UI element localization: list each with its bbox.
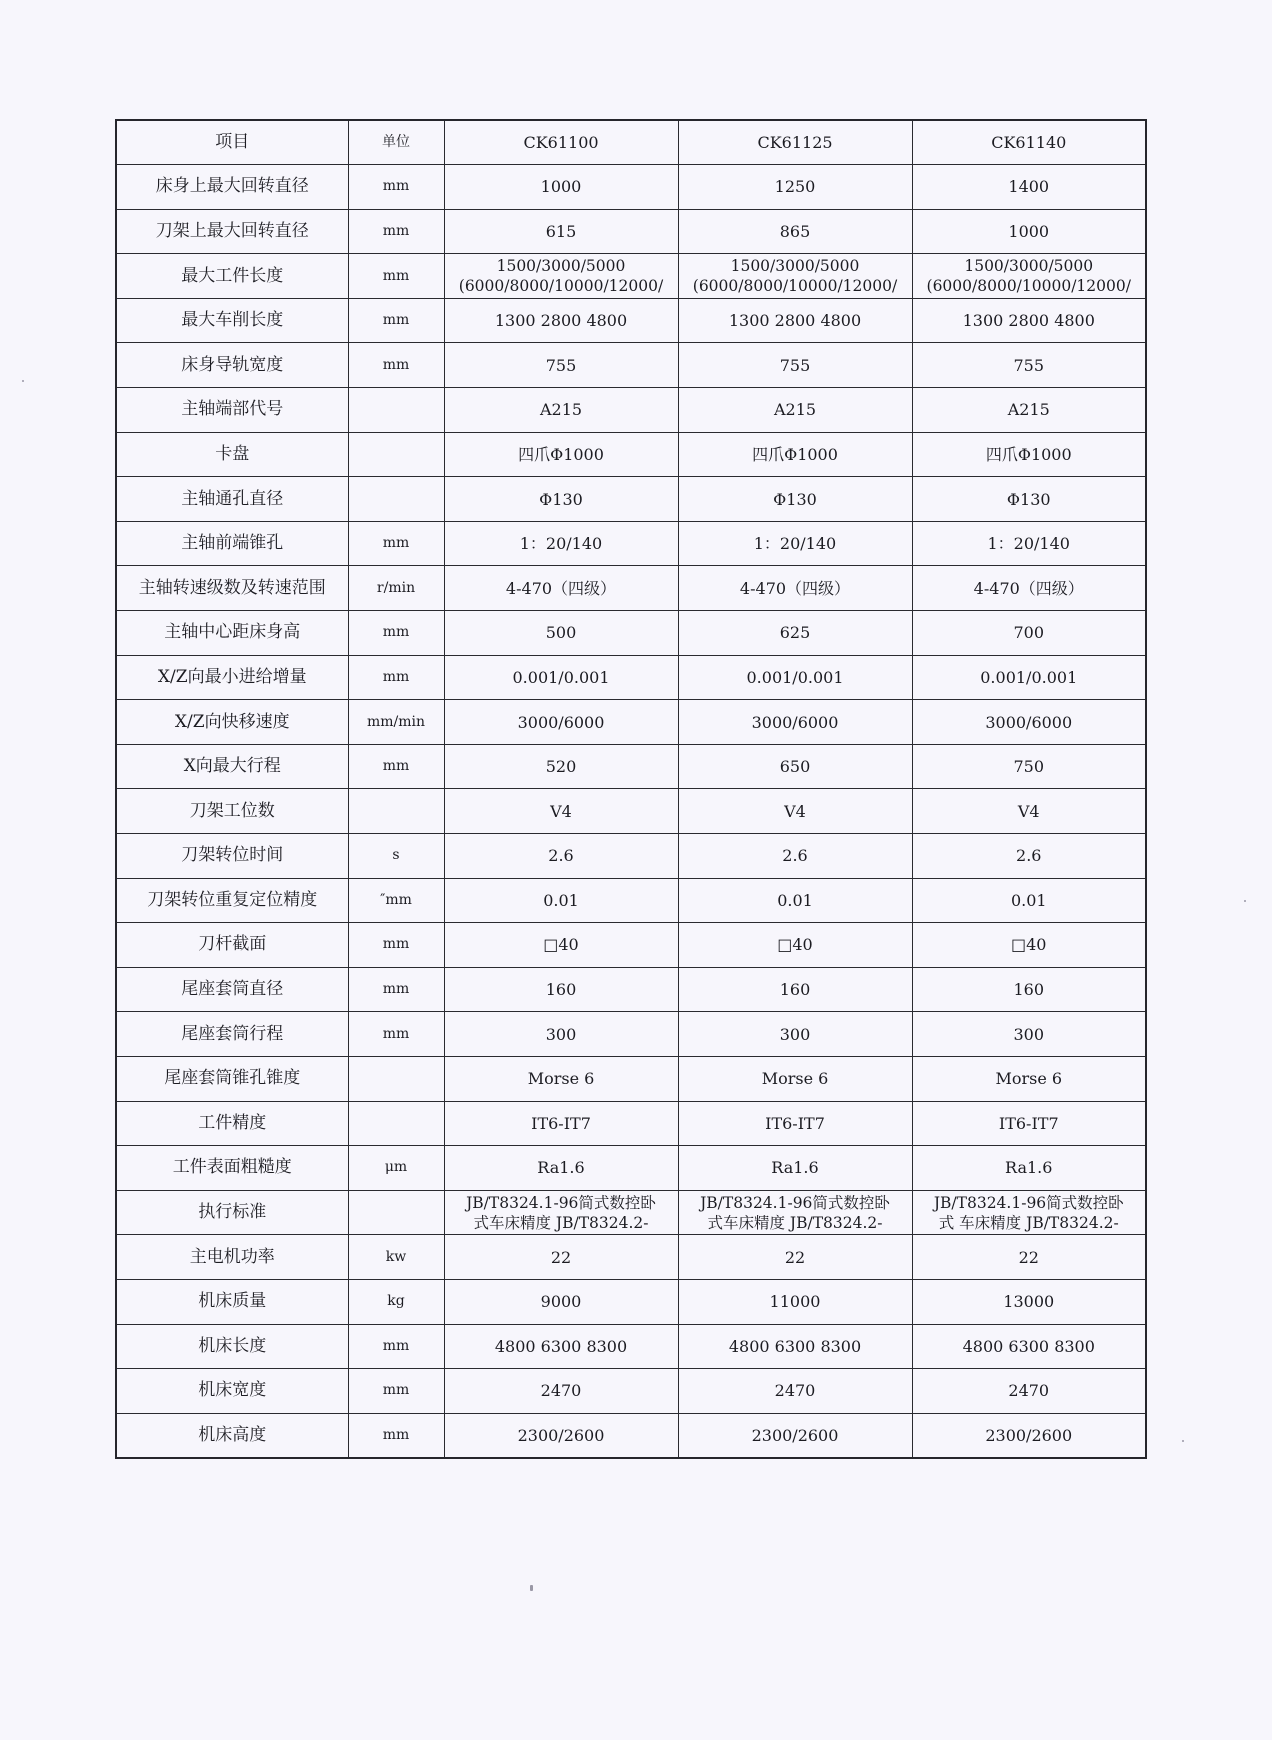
row-item-label: 最大工件长度 <box>116 254 348 299</box>
table-row <box>116 789 1146 834</box>
row-unit <box>348 1056 444 1101</box>
row-value-model-3: 750 <box>912 744 1146 789</box>
table-row <box>116 566 1146 611</box>
row-item-label: 刀架上最大回转直径 <box>116 209 348 254</box>
row-value-model-3: 1300 2800 4800 <box>912 298 1146 343</box>
row-value-model-3 <box>912 1190 1146 1235</box>
row-value-model-1: 2470 <box>444 1369 678 1414</box>
row-value-model-1: 300 <box>444 1012 678 1057</box>
row-value-model-2: 0.001/0.001 <box>678 655 912 700</box>
row-value-model-2: Ra1.6 <box>678 1146 912 1191</box>
row-item-label: 主轴中心距床身高 <box>116 611 348 656</box>
header-unit: 单位 <box>348 120 444 165</box>
row-unit: mm <box>348 165 444 210</box>
row-value-model-2: 22 <box>678 1235 912 1280</box>
scan-speck <box>1244 900 1246 902</box>
row-unit: mm <box>348 1324 444 1369</box>
row-item-label: 刀架转位重复定位精度 <box>116 878 348 923</box>
row-value-model-2: 2.6 <box>678 834 912 879</box>
row-unit: mm <box>348 1369 444 1414</box>
row-unit <box>348 1190 444 1235</box>
row-value-model-2: 1250 <box>678 165 912 210</box>
row-value-model-2: 1300 2800 4800 <box>678 298 912 343</box>
row-item-label: 执行标准 <box>116 1190 348 1235</box>
row-unit <box>348 1101 444 1146</box>
row-value-model-1: 四爪Φ1000 <box>444 432 678 477</box>
row-value-model-3: 755 <box>912 343 1146 388</box>
table-row <box>116 1324 1146 1369</box>
table-header-row <box>116 120 1146 165</box>
row-value-model-3: Ra1.6 <box>912 1146 1146 1191</box>
table-row <box>116 1012 1146 1057</box>
row-item-label: 最大车削长度 <box>116 298 348 343</box>
row-value-model-1: 160 <box>444 967 678 1012</box>
row-value-model-1: IT6-IT7 <box>444 1101 678 1146</box>
row-value-model-2: 1：20/140 <box>678 521 912 566</box>
table-row <box>116 209 1146 254</box>
row-value-model-1: 3000/6000 <box>444 700 678 745</box>
table-row <box>116 432 1146 477</box>
row-value-model-1: 4800 6300 8300 <box>444 1324 678 1369</box>
row-unit: mm <box>348 611 444 656</box>
row-value-model-1: A215 <box>444 388 678 433</box>
row-unit: s <box>348 834 444 879</box>
row-unit: mm <box>348 1012 444 1057</box>
row-item-label: 主电机功率 <box>116 1235 348 1280</box>
row-value-model-1: 520 <box>444 744 678 789</box>
row-value-model-3: 700 <box>912 611 1146 656</box>
row-item-label: 主轴转速级数及转速范围 <box>116 566 348 611</box>
table-row <box>116 1101 1146 1146</box>
row-value-model-1: Ra1.6 <box>444 1146 678 1191</box>
table-row <box>116 165 1146 210</box>
value-line: 式 车床精度 JB/T8324.2- <box>938 1213 1119 1232</box>
row-value-model-3: 13000 <box>912 1279 1146 1324</box>
row-value-model-3: IT6-IT7 <box>912 1101 1146 1146</box>
table-row <box>116 878 1146 923</box>
row-value-model-2: 2300/2600 <box>678 1413 912 1458</box>
row-unit: mm <box>348 343 444 388</box>
row-value-model-2: Morse 6 <box>678 1056 912 1101</box>
row-value-model-3: □40 <box>912 923 1146 968</box>
row-unit: mm <box>348 655 444 700</box>
row-value-model-2: Φ130 <box>678 477 912 522</box>
row-value-model-3: V4 <box>912 789 1146 834</box>
row-value-model-3: Φ130 <box>912 477 1146 522</box>
row-value-model-1 <box>444 1190 678 1235</box>
row-value-model-2: 160 <box>678 967 912 1012</box>
scan-speck <box>22 380 24 382</box>
row-value-model-3: 4800 6300 8300 <box>912 1324 1146 1369</box>
row-value-model-3 <box>912 254 1146 299</box>
row-value-model-1: 2.6 <box>444 834 678 879</box>
table-row <box>116 1146 1146 1191</box>
row-value-model-2: 300 <box>678 1012 912 1057</box>
table-row <box>116 1279 1146 1324</box>
scan-speck <box>1182 1440 1184 1442</box>
row-value-model-2: 755 <box>678 343 912 388</box>
row-item-label: 刀架工位数 <box>116 789 348 834</box>
row-unit: μm <box>348 1146 444 1191</box>
row-item-label: X/Z向快移速度 <box>116 700 348 745</box>
table-row <box>116 744 1146 789</box>
row-item-label: 床身导轨宽度 <box>116 343 348 388</box>
row-value-model-3: 2300/2600 <box>912 1413 1146 1458</box>
row-value-model-3: A215 <box>912 388 1146 433</box>
value-line: (6000/8000/10000/12000/ <box>458 277 664 296</box>
value-line: 式车床精度 JB/T8324.2- <box>473 1213 649 1232</box>
row-item-label: 尾座套筒锥孔锥度 <box>116 1056 348 1101</box>
row-value-model-3: 4-470（四级） <box>912 566 1146 611</box>
row-value-model-1: 9000 <box>444 1279 678 1324</box>
table-row <box>116 923 1146 968</box>
row-unit: kw <box>348 1235 444 1280</box>
table-row <box>116 298 1146 343</box>
table-row <box>116 655 1146 700</box>
row-unit <box>348 388 444 433</box>
row-item-label: 主轴通孔直径 <box>116 477 348 522</box>
row-value-model-2: V4 <box>678 789 912 834</box>
row-value-model-2: 11000 <box>678 1279 912 1324</box>
table-row <box>116 1413 1146 1458</box>
row-value-model-2: 4800 6300 8300 <box>678 1324 912 1369</box>
table-row <box>116 254 1146 299</box>
row-value-model-1: 0.01 <box>444 878 678 923</box>
row-unit: mm <box>348 967 444 1012</box>
value-line: 1500/3000/5000 <box>496 257 626 276</box>
row-item-label: 工件表面粗糙度 <box>116 1146 348 1191</box>
row-value-model-1: 0.001/0.001 <box>444 655 678 700</box>
row-value-model-2: 四爪Φ1000 <box>678 432 912 477</box>
row-value-model-2: 865 <box>678 209 912 254</box>
row-unit: mm <box>348 298 444 343</box>
table-row <box>116 967 1146 1012</box>
row-value-model-3: 1000 <box>912 209 1146 254</box>
table-row <box>116 611 1146 656</box>
row-value-model-2: 4-470（四级） <box>678 566 912 611</box>
row-unit: r/min <box>348 566 444 611</box>
row-value-model-3: 1400 <box>912 165 1146 210</box>
value-line: JB/T8324.1-96简式数控卧 <box>700 1193 890 1212</box>
row-value-model-1: 1：20/140 <box>444 521 678 566</box>
header-item: 项目 <box>116 120 348 165</box>
table-row <box>116 521 1146 566</box>
value-line: JB/T8324.1-96简式数控卧 <box>933 1193 1124 1212</box>
row-item-label: 刀架转位时间 <box>116 834 348 879</box>
row-value-model-1: 500 <box>444 611 678 656</box>
row-value-model-3: 2470 <box>912 1369 1146 1414</box>
row-value-model-1: Φ130 <box>444 477 678 522</box>
row-item-label: 主轴前端锥孔 <box>116 521 348 566</box>
row-item-label: 机床长度 <box>116 1324 348 1369</box>
row-unit: kg <box>348 1279 444 1324</box>
row-value-model-3: 300 <box>912 1012 1146 1057</box>
row-unit: ″mm <box>348 878 444 923</box>
row-value-model-1: 615 <box>444 209 678 254</box>
row-unit: mm <box>348 1413 444 1458</box>
row-value-model-1: Morse 6 <box>444 1056 678 1101</box>
row-value-model-2 <box>678 254 912 299</box>
row-value-model-2: 3000/6000 <box>678 700 912 745</box>
table-row <box>116 1235 1146 1280</box>
row-item-label: 机床高度 <box>116 1413 348 1458</box>
row-item-label: 机床宽度 <box>116 1369 348 1414</box>
row-value-model-2: □40 <box>678 923 912 968</box>
row-item-label: 机床质量 <box>116 1279 348 1324</box>
row-value-model-3: 0.001/0.001 <box>912 655 1146 700</box>
table-row <box>116 1369 1146 1414</box>
scan-speck <box>530 1585 533 1591</box>
table-body <box>116 165 1146 1458</box>
row-value-model-2: A215 <box>678 388 912 433</box>
table-row <box>116 343 1146 388</box>
row-item-label: 卡盘 <box>116 432 348 477</box>
row-unit: mm <box>348 744 444 789</box>
row-value-model-1: 755 <box>444 343 678 388</box>
header-model-ck61125: CK61125 <box>678 120 912 165</box>
row-value-model-1: 1000 <box>444 165 678 210</box>
table-row <box>116 700 1146 745</box>
row-value-model-1: 4-470（四级） <box>444 566 678 611</box>
row-item-label: 尾座套筒直径 <box>116 967 348 1012</box>
row-unit: mm <box>348 209 444 254</box>
row-item-label: X/Z向最小进给增量 <box>116 655 348 700</box>
row-unit <box>348 477 444 522</box>
row-value-model-3: 22 <box>912 1235 1146 1280</box>
row-item-label: 尾座套筒行程 <box>116 1012 348 1057</box>
row-unit <box>348 789 444 834</box>
value-line: (6000/8000/10000/12000/ <box>926 277 1131 296</box>
row-item-label: 床身上最大回转直径 <box>116 165 348 210</box>
table-row <box>116 477 1146 522</box>
value-line: JB/T8324.1-96简式数控卧 <box>466 1193 656 1212</box>
row-unit: mm <box>348 923 444 968</box>
row-value-model-3: 1：20/140 <box>912 521 1146 566</box>
header-model-ck61100: CK61100 <box>444 120 678 165</box>
value-line: (6000/8000/10000/12000/ <box>692 277 898 296</box>
row-value-model-2: 0.01 <box>678 878 912 923</box>
row-value-model-3: 0.01 <box>912 878 1146 923</box>
row-item-label: 刀杆截面 <box>116 923 348 968</box>
row-value-model-2: IT6-IT7 <box>678 1101 912 1146</box>
value-line: 式车床精度 JB/T8324.2- <box>707 1213 883 1232</box>
row-unit: mm <box>348 254 444 299</box>
row-unit: mm/min <box>348 700 444 745</box>
row-value-model-2: 625 <box>678 611 912 656</box>
row-unit <box>348 432 444 477</box>
row-item-label: 工件精度 <box>116 1101 348 1146</box>
spec-table <box>115 119 1147 1459</box>
row-unit: mm <box>348 521 444 566</box>
table-row <box>116 1190 1146 1235</box>
table-row <box>116 388 1146 433</box>
row-value-model-3: Morse 6 <box>912 1056 1146 1101</box>
row-value-model-2: 2470 <box>678 1369 912 1414</box>
row-value-model-2: 650 <box>678 744 912 789</box>
row-value-model-1: 22 <box>444 1235 678 1280</box>
table-row <box>116 1056 1146 1101</box>
header-model-ck61140: CK61140 <box>912 120 1146 165</box>
value-line: 1500/3000/5000 <box>730 257 860 276</box>
row-value-model-1: □40 <box>444 923 678 968</box>
row-value-model-1: V4 <box>444 789 678 834</box>
value-line: 1500/3000/5000 <box>964 257 1094 276</box>
row-item-label: X向最大行程 <box>116 744 348 789</box>
row-value-model-1: 2300/2600 <box>444 1413 678 1458</box>
row-value-model-3: 3000/6000 <box>912 700 1146 745</box>
row-value-model-3: 160 <box>912 967 1146 1012</box>
row-value-model-3: 2.6 <box>912 834 1146 879</box>
row-value-model-3: 四爪Φ1000 <box>912 432 1146 477</box>
table-row <box>116 834 1146 879</box>
row-value-model-2 <box>678 1190 912 1235</box>
row-item-label: 主轴端部代号 <box>116 388 348 433</box>
row-value-model-1: 1300 2800 4800 <box>444 298 678 343</box>
row-value-model-1 <box>444 254 678 299</box>
